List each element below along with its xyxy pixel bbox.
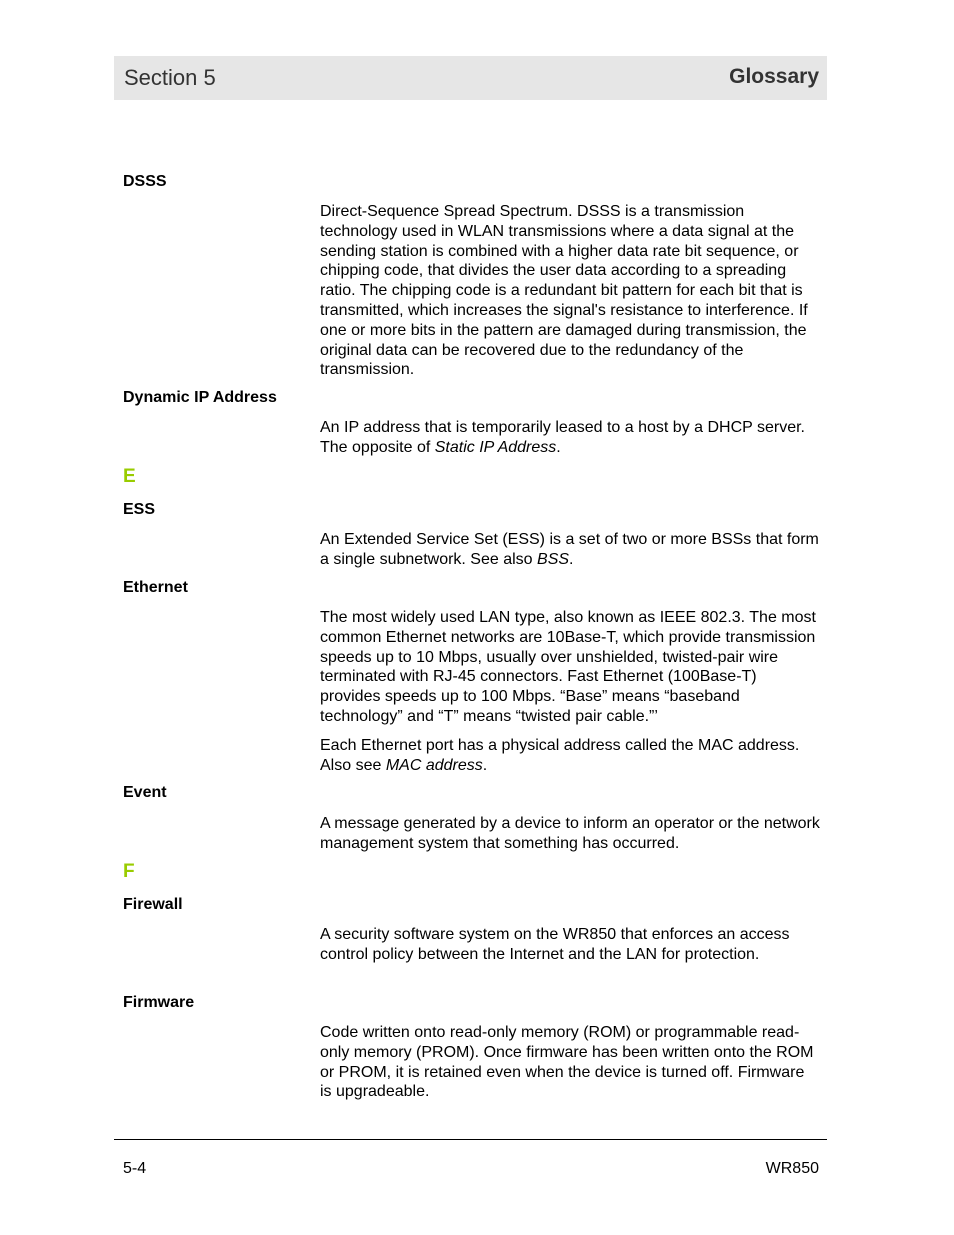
definition-dsss (320, 202, 820, 380)
section-letter-e: E (123, 466, 136, 487)
definition-event (320, 814, 820, 854)
definition-text: . (569, 550, 574, 568)
page-number: 5-4 (123, 1160, 147, 1177)
definition-text: Code written onto read-only memory (ROM) or programmable read-only memory (PROM). Once firmware has been written onto the ROM or PROM, it is retained even when the device is turned off. Firmware is upgradeable. (320, 1024, 814, 1101)
definition-text: A security software system on the WR850 that enforces an access control policy between the Internet and the LAN for protection. (320, 926, 790, 963)
definition-text: An Extended Service Set (ESS) is a set of two or more BSSs that form a single subnetwork. See also (320, 531, 819, 568)
cross-reference: Static IP Address (434, 438, 557, 456)
term-dsss: DSSS (123, 173, 167, 190)
definition-text: Direct-Sequence Spread Spectrum. DSSS is a transmission technology used in WLAN transmissions where a data signal at the sending station is combined with a higher data rate bit sequence, or chipping code, that divides the user data according to a spreading ratio. The chipping code is a redundant bit pattern for each bit that is transmitted, which increases the signal's resistance to interference. If one or more bits in the pattern are damaged during transmission, the original data can be recovered due to the redundancy of the transmission. (320, 203, 808, 379)
definition-text: An IP address that is temporarily leased to a host by a DHCP server. The opposite of (320, 419, 805, 456)
definition-text: . (482, 756, 488, 774)
cross-reference: BSS (537, 550, 570, 568)
term-firewall: Firewall (123, 896, 183, 913)
definition-ethernet (320, 608, 820, 727)
product-name: WR850 (765, 1160, 819, 1177)
definition-text: The most widely used LAN type, also known as IEEE 802.3. The most common Ethernet networks are 10Base-T, which provide transmission speeds up to 10 Mbps, usually over unshielded, twisted-pair wire terminated with RJ-45 connectors. Fast Ethernet (100Base-T) provides speeds up to 100 Mbps. “Base” means “baseband technology” and “T” means “twisted pair cable.”’ (320, 609, 816, 725)
term-ethernet: Ethernet (123, 579, 188, 596)
page-title: Glossary (729, 65, 819, 88)
term-ess: ESS (123, 501, 156, 518)
definition-text: Each Ethernet port has a physical address called the MAC address. Also see (320, 737, 800, 774)
section-letter-f: F (123, 861, 135, 882)
definition-dynamic-ip-address (320, 418, 820, 458)
definition-firewall (320, 925, 820, 965)
term-dynamic-ip-address: Dynamic IP Address (123, 389, 277, 406)
section-label: Section 5 (124, 65, 216, 90)
term-firmware: Firmware (123, 994, 195, 1011)
cross-reference: MAC address (385, 756, 483, 774)
definition-text: . (556, 438, 561, 456)
definition-ethernet-2 (320, 736, 820, 776)
term-event: Event (123, 784, 167, 801)
footer-divider (114, 1139, 827, 1140)
page-header (114, 56, 827, 100)
definition-text: A message generated by a device to inform an operator or the network management system that something has occurred. (320, 815, 820, 852)
definition-ess (320, 530, 820, 570)
definition-firmware (320, 1023, 820, 1102)
